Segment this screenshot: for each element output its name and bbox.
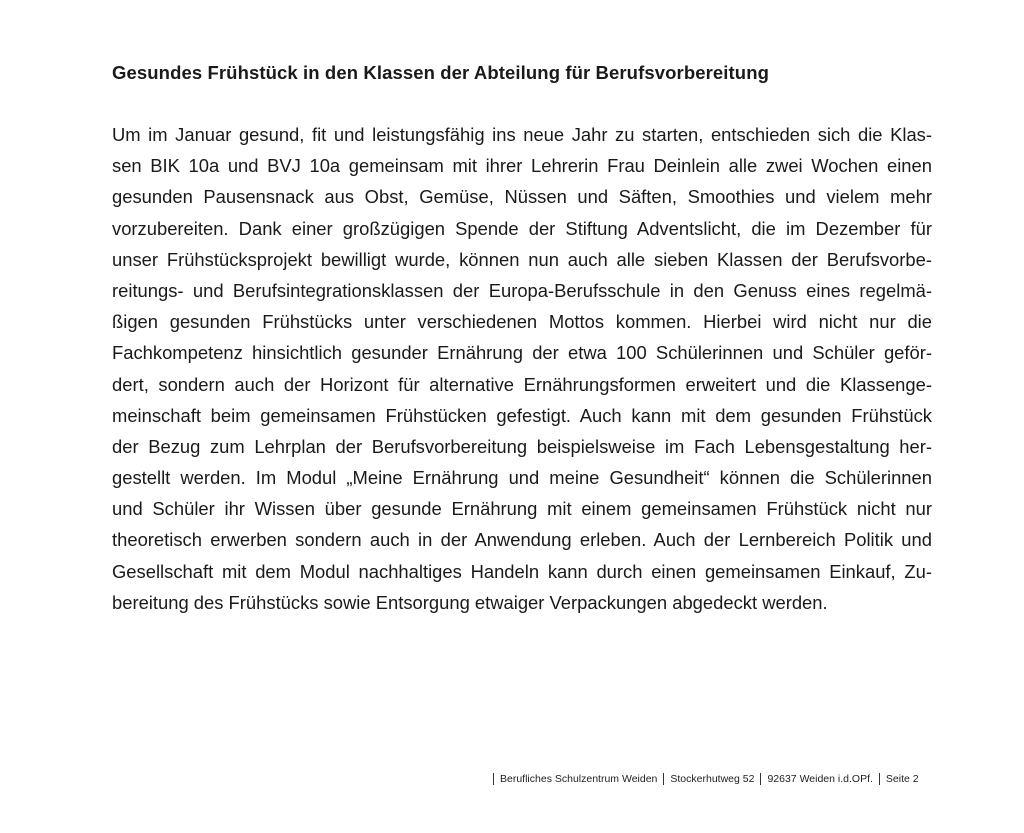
footer-divider [879, 773, 880, 785]
paragraph-line: meinschaft beim gemeinsamen Frühstücken gefestigt. Auch kann mit dem gesunden Frühstück [112, 404, 932, 426]
footer-divider [663, 773, 664, 785]
paragraph-line: dert, sondern auch der Horizont für alternative Ernährungsformen erweitert und die Klassenge- [112, 373, 932, 395]
footer-divider [760, 773, 761, 785]
paragraph-line: Gesellschaft mit dem Modul nachhaltiges Handeln kann durch einen gemeinsamen Einkauf, Zu- [112, 560, 932, 582]
footer-street: Stockerhutweg 52 [670, 773, 755, 785]
page-footer [493, 773, 919, 785]
paragraph-line: vorzubereiten. Dank einer großzügigen Spende der Stiftung Adventslicht, die im Dezember für [112, 217, 932, 239]
paragraph-line: reitungs- und Berufsintegrationsklassen der Europa-Berufsschule in den Genuss eines regelmä- [112, 279, 932, 301]
paragraph-line: bereitung des Frühstücks sowie Entsorgung etwaiger Verpackungen abgedeckt werden. [112, 591, 828, 613]
paragraph-line: Um im Januar gesund, fit und leistungsfähig ins neue Jahr zu starten, entschieden sich die Klas- [112, 124, 932, 145]
paragraph-line: gestellt werden. Im Modul „Meine Ernährung und meine Gesundheit“ können die Schülerinnen [112, 467, 932, 489]
footer-divider [493, 773, 494, 785]
paragraph-line: Fachkompetenz hinsichtlich gesunder Ernährung der etwa 100 Schülerinnen und Schüler geför- [112, 342, 932, 364]
document-title: Gesundes Frühstück in den Klassen der Abteilung für Berufsvorbereitung [112, 62, 770, 83]
paragraph-line: der Bezug zum Lehrplan der Berufsvorbereitung beispielsweise im Fach Lebensgestaltung her- [112, 435, 932, 457]
paragraph-line: ßigen gesunden Frühstücks unter verschiedenen Mottos kommen. Hierbei wird nicht nur die [112, 311, 932, 333]
footer-school: Berufliches Schulzentrum Weiden [500, 773, 658, 785]
paragraph-line: unser Frühstücksprojekt bewilligt wurde, können nun auch alle sieben Klassen der Berufsvorbe- [112, 248, 932, 270]
footer-city: 92637 Weiden i.d.OPf. [767, 773, 873, 785]
paragraph-line: gesunden Pausensnack aus Obst, Gemüse, Nüssen und Säften, Smoothies und vielem mehr [112, 186, 932, 208]
paragraph-line: sen BIK 10a und BVJ 10a gemeinsam mit ihrer Lehrerin Frau Deinlein alle zwei Wochen einen [112, 155, 932, 177]
paragraph-line: und Schüler ihr Wissen über gesunde Ernährung mit einem gemeinsamen Frühstück nicht nur [112, 498, 932, 520]
body-paragraph [112, 119, 932, 618]
paragraph-line: theoretisch erwerben sondern auch in der Anwendung erleben. Auch der Lernbereich Politik und [112, 529, 932, 551]
footer-page-number: Seite 2 [885, 773, 919, 785]
